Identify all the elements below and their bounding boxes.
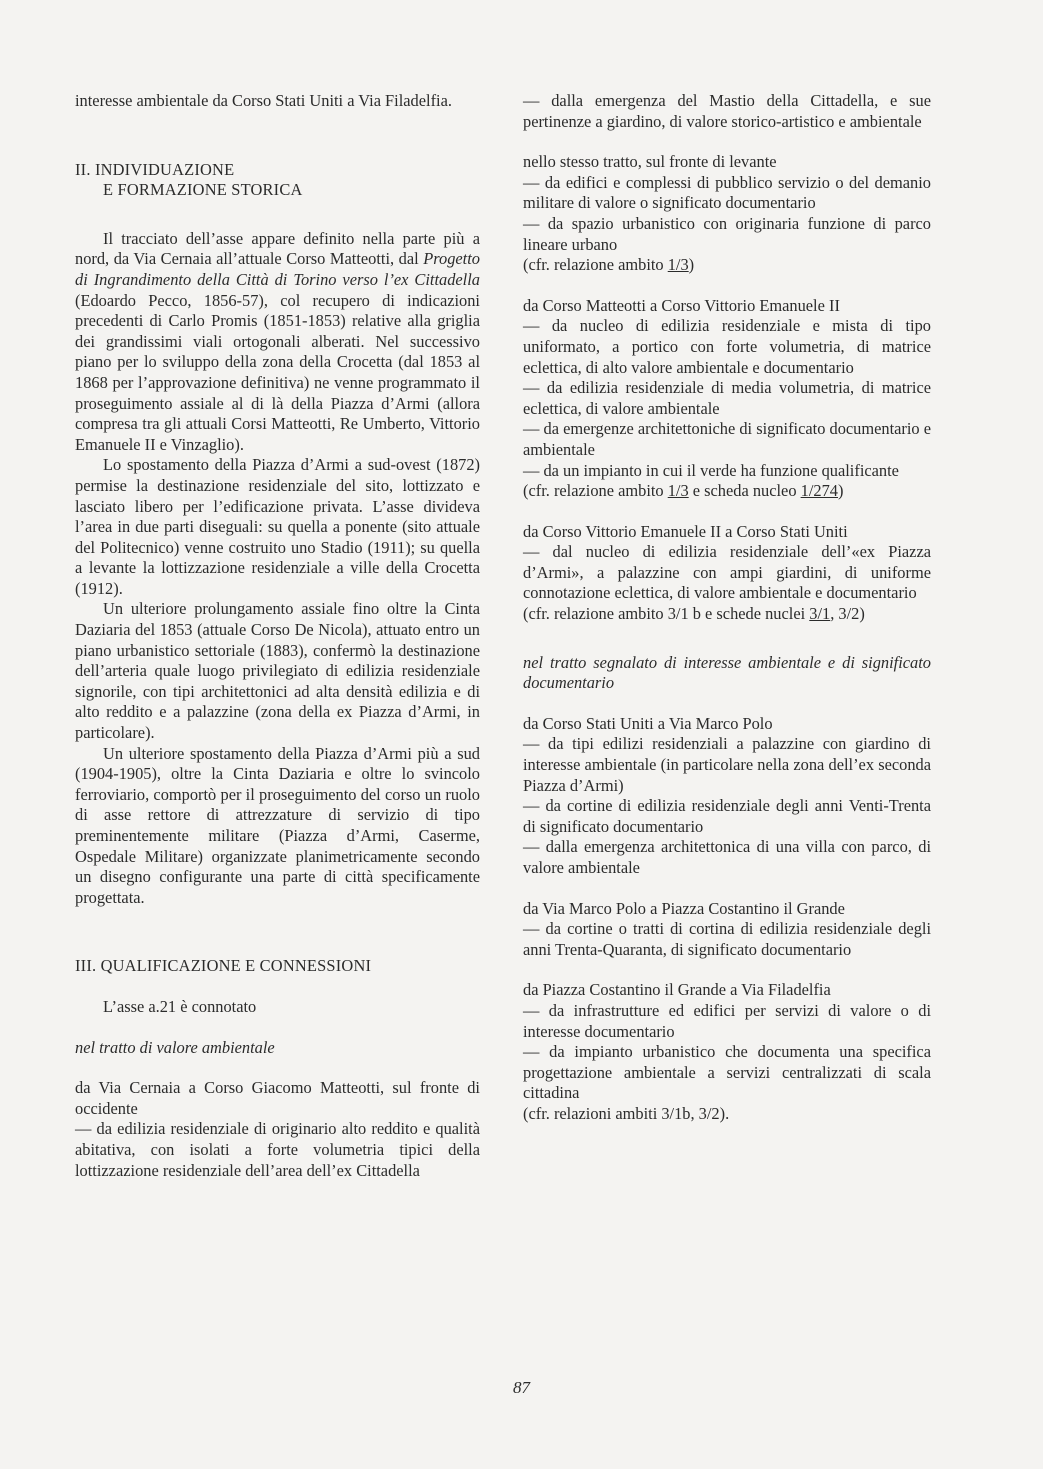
segment-marco-polo-costantino: da Via Marco Polo a Piazza Costantino il Grande — [523, 898, 845, 918]
subheading-documentary: nel tratto segnalato di interesse ambientale e di significato documentario — [523, 652, 931, 693]
paragraph-history-1: Il tracciato dell’asse appare definito nella parte più a nord, da Via Cernaia all’attuale Corso Matteotti, dal Progetto di Ingrandimento della Città di Torino verso l’ex Cittadella (Edoardo Pecco, 1856-57), col recupero di indicazioni precedenti di Carlo Promis (1851-1853) relative alla griglia dei grandissimi viali ortogonali alberati. Nel successivo piano per lo sviluppo della zona della Crocetta (dal 1853 al 1868 per l’approvazione definitiva) ne venne programmato il proseguimento assiale al di là della Piazza d’Armi (allora compresa tra gli attuali Corsi Matteotti, Re Umberto, Vittorio Emanuele II e Vinzaglio). — [75, 228, 480, 454]
item-mastio: — dalla emergenza del Mastio della Cittadella, e sue pertinenze a giardino, di valore storico-artistico e ambientale — [523, 91, 931, 131]
reference-4: (cfr. relazioni ambiti 3/1b, 3/2). — [523, 1103, 730, 1123]
heading-line-1: INDIVIDUAZIONE — [94, 159, 235, 179]
segment-vittorio-stati-uniti: da Corso Vittorio Emanuele II a Corso Stati Uniti — [523, 521, 848, 541]
item-medium-volume: — da edilizia residenziale di media volumetria, di matrice eclettica, di valore ambientale — [523, 378, 931, 418]
item-thirties-forties: — da cortine o tratti di cortina di edilizia residenziale degli anni Trenta-Quaranta, di significato documentario — [523, 919, 931, 959]
segment-east-front: nello stesso tratto, sul fronte di levante — [523, 152, 777, 172]
item-infrastructures: — da infrastrutture ed edifici per servizi di valore o di interesse documentario — [523, 1000, 931, 1041]
paragraph-history-3: Un ulteriore prolungamento assiale fino oltre la Cinta Daziaria del 1853 (attuale Corso De Nicola), attuato entro un piano urbanistico settoriale (1883), confermò la destinazione dell’arteria quale luogo privilegiato di edilizia residenziale signorile, con tipi architettonici ad alta densità edilizia e di alto reddito e a palazzine (zona della ex Piazza d’Armi, in particolare). — [75, 599, 480, 743]
project-title: Progetto di Ingrandimento della Città di Torino verso l’ex Cittadella — [75, 249, 480, 289]
item-villas-gardens: — da tipi edilizi residenziali a palazzine con giardino di interesse ambientale (in particolare nella zona dell’ex seconda Piazza d’Armi) — [523, 734, 931, 795]
paragraph-connotation: L’asse a.21 è connotato — [103, 996, 257, 1016]
page-number: 87 — [513, 1378, 530, 1397]
item-villa-park: — dalla emergenza architettonica di una villa con parco, di valore ambientale — [523, 837, 931, 877]
left-column — [75, 91, 480, 1181]
segment-cernaia-matteotti: da Via Cernaia a Corso Giacomo Matteotti, sul fronte di occidente — [75, 1078, 480, 1118]
paragraph-history-2: Lo spostamento della Piazza d’Armi a sud-ovest (1872) permise la destinazione residenziale del sito, lottizzato e lasciato libero per l’edificazione privata. L’asse divideva l’area in due parti diseguali: su quella a ponente (sito attuale del Politecnico) venne costruito uno Stadio (1911); su quella a levante la lottizzazione residenziale a ville della Crocetta (1912). — [75, 455, 480, 598]
reference-1: (cfr. relazione ambito 1/3) — [523, 255, 695, 275]
heading-line-2: E FORMAZIONE STORICA — [103, 180, 303, 200]
item-ex-piazza-armi: — dal nucleo di edilizia residenziale dell’«ex Piazza d’Armi», a palazzine con ampi giardini, di uniforme connotazione eclettica, di valore ambientale e documentario — [523, 542, 931, 603]
item-green-plan: — da un impianto in cui il verde ha funzione qualificante — [523, 460, 899, 480]
subheading-ambient-value: nel tratto di valore ambientale — [75, 1037, 275, 1057]
segment-matteotti-vittorio: da Corso Matteotti a Corso Vittorio Emanuele II — [523, 295, 840, 315]
reference-3: (cfr. relazione ambito 3/1 b e schede nuclei 3/1, 3/2) — [523, 604, 865, 624]
section-heading-ii — [75, 160, 480, 201]
item-uniform-nucleus: — da nucleo di edilizia residenziale e mista di tipo uniformato, a portico con forte volumetria, di matrice eclettica, di alto valore ambientale e documentario — [523, 316, 931, 377]
item-linear-park: — da spazio urbanistico con originaria funzione di parco lineare urbano — [523, 213, 931, 254]
section-heading-iii: III. QUALIFICAZIONE E CONNESSIONI — [75, 956, 372, 976]
item-architectural-emergences: — da emergenze architettoniche di significato documentario e ambientale — [523, 419, 931, 459]
segment-costantino-filadelfia: da Piazza Costantino il Grande a Via Filadelfia — [523, 980, 831, 1000]
item-residential-high-income: — da edilizia residenziale di originario alto reddito e qualità abitativa, con isolati a forte volumetria tipici della lottizzazione residenziale dell’area dell’ex Cittadella — [75, 1119, 480, 1180]
item-twenties-thirties: — da cortine di edilizia residenziale degli anni Venti-Trenta di significato documentario — [523, 796, 931, 836]
paragraph-intro: interesse ambientale da Corso Stati Uniti a Via Filadelfia. — [75, 91, 452, 110]
item-public-service: — da edifici e complessi di pubblico servizio o del demanio militare di valore o significato documentario — [523, 172, 931, 213]
paragraph-history-4: Un ulteriore spostamento della Piazza d’Armi più a sud (1904-1905), oltre la Cinta Daziaria e oltre lo svincolo ferroviario, comportò per il proseguimento del corso un ruolo di asse rettore di attrezzature di servizio di tipo preminentemente militare (Piazza d’Armi, Caserme, Ospedale Militare) organizzate planimetricamente secondo un disegno configurante una parte di città specificamente progettata. — [75, 743, 480, 907]
reference-2: (cfr. relazione ambito 1/3 e scheda nucleo 1/274) — [523, 481, 844, 501]
item-urban-plan: — da impianto urbanistico che documenta una specifica progettazione ambientale a servizi centralizzati di scala cittadina — [523, 1042, 931, 1103]
segment-stati-uniti-marco-polo: da Corso Stati Uniti a Via Marco Polo — [523, 713, 773, 733]
right-column — [523, 91, 931, 1125]
heading-number: II. — [75, 159, 91, 179]
